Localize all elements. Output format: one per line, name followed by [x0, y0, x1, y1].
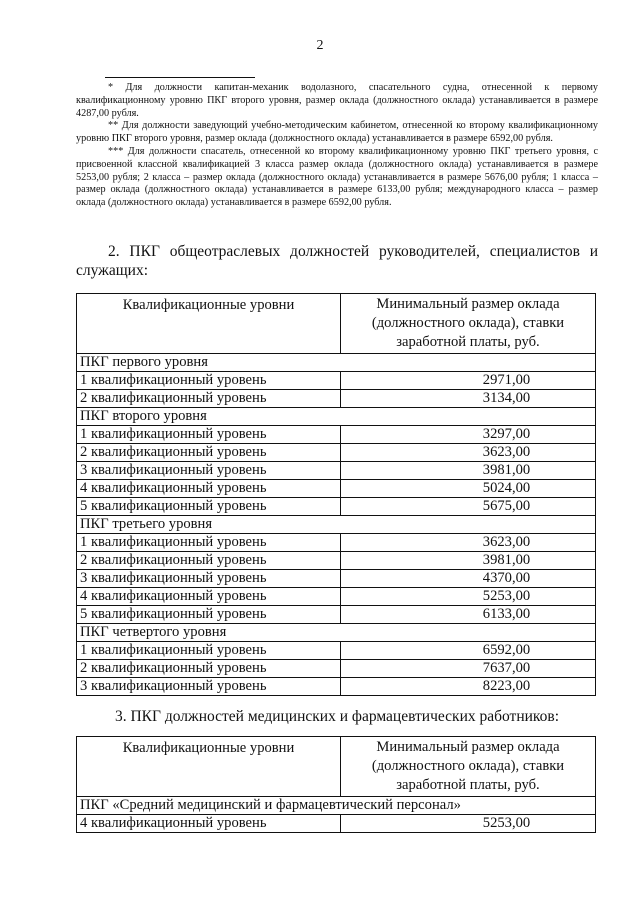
table-row — [77, 606, 596, 624]
footnote-1: * Для должности капитан-механик водолазного, спасательного судна, отнесенной к первому квалификационному уровню ПКГ второго уровня, размер оклада (должностного оклада) устанавливается в размере 4287,00 рубля. — [76, 82, 598, 119]
group-title: ПКГ «Средний медицинский и фармацевтический персонал» — [77, 797, 596, 815]
table-row — [77, 462, 596, 480]
section-3-heading: 3. ПКГ должностей медицинских и фармацевтических работников: — [114, 708, 560, 725]
table-row — [77, 426, 596, 444]
salary-value: 7637,00 — [341, 660, 596, 678]
salary-value: 3297,00 — [341, 426, 596, 444]
salary-value: 5024,00 — [341, 480, 596, 498]
table-row — [77, 815, 596, 833]
salary-value: 3623,00 — [341, 444, 596, 462]
group-row — [77, 354, 596, 372]
table-row — [77, 444, 596, 462]
qualification-level: 4 квалификационный уровень — [77, 815, 341, 833]
table-row — [77, 534, 596, 552]
qualification-level: 3 квалификационный уровень — [77, 570, 341, 588]
qualification-level: 1 квалификационный уровень — [77, 426, 341, 444]
column-header-salary: Минимальный размер оклада (должностного оклада), ставки заработной платы, руб. — [341, 737, 596, 797]
qualification-level: 1 квалификационный уровень — [77, 372, 341, 390]
salary-value: 5253,00 — [341, 588, 596, 606]
qualification-level: 2 квалификационный уровень — [77, 660, 341, 678]
table-body — [77, 797, 596, 833]
salary-value: 3981,00 — [341, 462, 596, 480]
table-row — [77, 660, 596, 678]
column-header-levels: Квалификационные уровни — [77, 294, 341, 354]
salary-value: 6133,00 — [341, 606, 596, 624]
table-row — [77, 372, 596, 390]
footnote-divider — [105, 77, 255, 78]
qualification-level: 5 квалификационный уровень — [77, 498, 341, 516]
salary-value: 2971,00 — [341, 372, 596, 390]
table-row — [77, 588, 596, 606]
footnote-2: ** Для должности заведующий учебно-методическим кабинетом, отнесенной ко второму квалификационному уровню ПКГ второго уровня, размер оклада (должностного оклада) устанавливается в размере 6592,00 рубля. — [76, 120, 598, 145]
qualification-level: 2 квалификационный уровень — [77, 552, 341, 570]
group-row — [77, 408, 596, 426]
qualification-level: 3 квалификационный уровень — [77, 678, 341, 696]
group-title: ПКГ первого уровня — [77, 354, 596, 372]
qualification-level: 5 квалификационный уровень — [77, 606, 341, 624]
footnote-3: *** Для должности спасатель, отнесенной ко второму квалификационному уровню ПКГ третьего уровня, с присвоенной классной квалификацией 3 класса размер оклада (должностного оклада) устанавливается в размере 5253,00 рубля; 2 класса – размер оклада (должностного оклада) устанавливается в размере 5676,00 рубля; 1 класса – размер оклада (должностного оклада) устанавливается в размере 6133,00 рубля; международного класса – размер оклада (должностного оклада) устанавливается в размере 6592,00 рубля. — [76, 145, 598, 209]
qualification-level: 1 квалификационный уровень — [77, 642, 341, 660]
salary-value: 5253,00 — [341, 815, 596, 833]
table-row — [77, 390, 596, 408]
salary-value: 3134,00 — [341, 390, 596, 408]
footnotes-block — [76, 82, 598, 210]
group-row — [77, 624, 596, 642]
table-header-row — [77, 294, 596, 354]
table-row — [77, 552, 596, 570]
group-row — [77, 516, 596, 534]
table-row — [77, 498, 596, 516]
salary-value: 5675,00 — [341, 498, 596, 516]
group-title: ПКГ четвертого уровня — [77, 624, 596, 642]
salary-value: 3623,00 — [341, 534, 596, 552]
table-body — [77, 354, 596, 696]
qualification-level: 1 квалификационный уровень — [77, 534, 341, 552]
salary-value: 4370,00 — [341, 570, 596, 588]
page-number: 2 — [316, 38, 324, 53]
table-row — [77, 642, 596, 660]
table-row — [77, 678, 596, 696]
column-header-salary: Минимальный размер оклада (должностного оклада), ставки заработной платы, руб. — [341, 294, 596, 354]
salary-table-general — [76, 293, 596, 696]
salary-value: 8223,00 — [341, 678, 596, 696]
group-title: ПКГ третьего уровня — [77, 516, 596, 534]
section-2-heading: 2. ПКГ общеотраслевых должностей руководителей, специалистов и служащих: — [76, 243, 598, 279]
table-header-row — [77, 737, 596, 797]
salary-value: 6592,00 — [341, 642, 596, 660]
qualification-level: 2 квалификационный уровень — [77, 444, 341, 462]
qualification-level: 4 квалификационный уровень — [77, 588, 341, 606]
salary-value: 3981,00 — [341, 552, 596, 570]
salary-table-medical — [76, 736, 596, 833]
column-header-levels: Квалификационные уровни — [77, 737, 341, 797]
group-title: ПКГ второго уровня — [77, 408, 596, 426]
qualification-level: 4 квалификационный уровень — [77, 480, 341, 498]
group-row — [77, 797, 596, 815]
qualification-level: 2 квалификационный уровень — [77, 390, 341, 408]
qualification-level: 3 квалификационный уровень — [77, 462, 341, 480]
table-row — [77, 570, 596, 588]
table-row — [77, 480, 596, 498]
